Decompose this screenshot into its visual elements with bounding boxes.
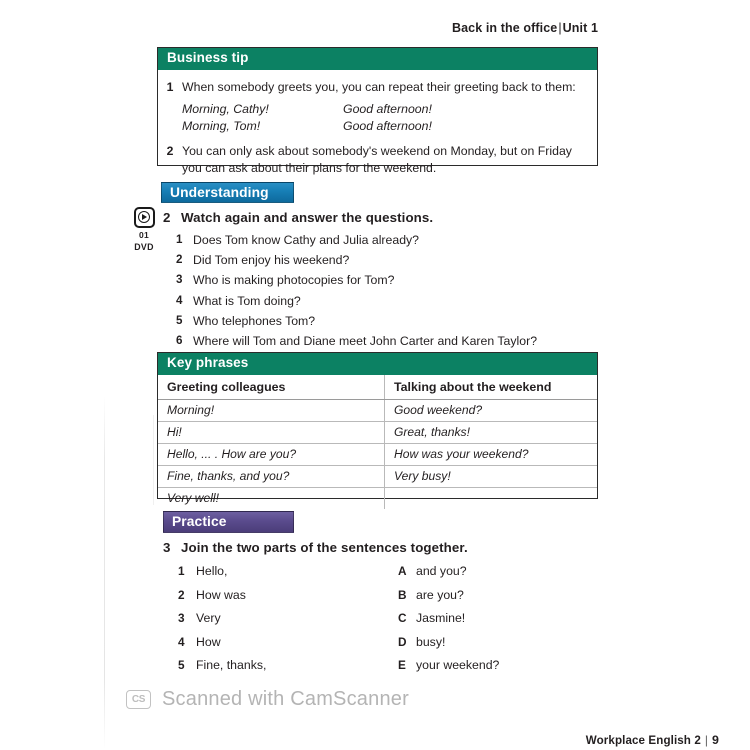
matching-left-text: Very xyxy=(196,611,221,625)
cell-greeting: Very well! xyxy=(158,487,385,509)
section-tab-practice: Practice xyxy=(163,511,294,533)
cell-weekend xyxy=(385,487,598,509)
matching-left-item xyxy=(178,635,398,649)
matching-right-key: E xyxy=(398,658,406,672)
footer-book-title: Workplace English 2 xyxy=(585,734,701,747)
matching-left-item xyxy=(178,658,398,672)
question-item xyxy=(176,294,537,308)
question-item xyxy=(176,314,537,328)
business-tip-box xyxy=(157,47,598,175)
dialogue-line-1-right: Good afternoon! xyxy=(343,102,432,117)
table-row xyxy=(158,399,597,421)
running-head-unit: Unit 1 xyxy=(562,21,598,35)
matching-right-item xyxy=(398,611,465,625)
matching-right-key: B xyxy=(398,587,407,602)
question-item xyxy=(176,334,537,348)
page-footer xyxy=(586,733,719,747)
cell-weekend: Very busy! xyxy=(385,465,598,487)
exercise-2-number: 2 xyxy=(163,210,171,225)
table-header-row xyxy=(158,375,597,400)
table-row xyxy=(158,487,597,509)
matching-left-key: 4 xyxy=(178,634,185,649)
matching-left-key: 5 xyxy=(178,658,185,672)
running-head-separator: | xyxy=(558,21,562,35)
table-row xyxy=(158,443,597,465)
matching-row xyxy=(178,611,518,625)
matching-right-key: A xyxy=(398,564,407,578)
dvd-label: DVD xyxy=(134,242,154,252)
business-tip-dialogue xyxy=(182,101,587,134)
question-list xyxy=(176,233,537,354)
dialogue-line-2-right: Good afternoon! xyxy=(343,118,432,133)
matching-left-text: Hello, xyxy=(196,564,228,578)
question-number: 1 xyxy=(176,233,183,246)
matching-right-text: are you? xyxy=(416,587,464,602)
matching-left-key: 3 xyxy=(178,611,185,625)
question-text: Who is making photocopies for Tom? xyxy=(193,273,395,288)
column-header-weekend: Talking about the weekend xyxy=(385,375,598,400)
key-phrases-header: Key phrases xyxy=(158,353,597,375)
cell-greeting: Morning! xyxy=(158,399,385,421)
camscanner-logo-icon: CS xyxy=(126,690,151,709)
key-phrases-table xyxy=(158,375,597,509)
cell-weekend: Good weekend? xyxy=(385,399,598,421)
question-text: Where will Tom and Diane meet John Carter and Karen Taylor? xyxy=(193,333,538,348)
dvd-track-number: 01 xyxy=(138,230,150,240)
dialogue-line-1-left: Morning, Cathy! xyxy=(182,102,269,117)
matching-left-item xyxy=(178,588,398,602)
matching-right-key: D xyxy=(398,634,407,649)
matching-right-item xyxy=(398,658,499,672)
cell-greeting: Hi! xyxy=(158,421,385,443)
scan-artifact-secondary xyxy=(153,415,154,505)
table-row xyxy=(158,421,597,443)
matching-right-text: and you? xyxy=(416,564,467,578)
section-tab-understanding: Understanding xyxy=(161,182,294,203)
matching-left-item xyxy=(178,611,398,625)
dvd-media-marker xyxy=(126,207,162,252)
business-tip-header: Business tip xyxy=(158,48,597,70)
question-number: 5 xyxy=(176,313,183,327)
matching-right-key: C xyxy=(398,611,407,625)
exercise-3-title: Join the two parts of the sentences together. xyxy=(181,540,468,555)
matching-exercise xyxy=(178,564,518,682)
matching-left-text: How xyxy=(196,634,221,649)
play-triangle-icon xyxy=(142,214,147,220)
matching-left-text: Fine, thanks, xyxy=(196,658,267,672)
column-header-greeting: Greeting colleagues xyxy=(158,375,385,400)
matching-right-item xyxy=(398,635,445,649)
business-tip-item-2 xyxy=(158,143,587,176)
matching-left-text: How was xyxy=(196,587,246,602)
matching-left-item xyxy=(178,564,398,578)
scan-artifact xyxy=(104,395,105,750)
question-item xyxy=(176,253,537,267)
matching-row xyxy=(178,658,518,672)
matching-right-text: Jasmine! xyxy=(416,611,466,625)
business-tip-item-2-number: 2 xyxy=(166,144,174,159)
question-text: Who telephones Tom? xyxy=(193,313,316,328)
matching-left-key: 2 xyxy=(178,587,185,602)
business-tip-item-1-text: When somebody greets you, you can repeat their greeting back to them: xyxy=(182,79,576,94)
dialogue-line-1 xyxy=(182,101,587,118)
dialogue-line-2 xyxy=(182,118,587,135)
table-row xyxy=(158,465,597,487)
exercise-2-heading xyxy=(163,210,433,225)
business-tip-item-2-text: You can only ask about somebody's weekend on Monday, but on Friday you can ask about their plans for the weekend. xyxy=(182,144,572,175)
exercise-2-title: Watch again and answer the questions. xyxy=(181,210,434,225)
cell-weekend: How was your weekend? xyxy=(385,443,598,465)
business-tip-item-1-number: 1 xyxy=(166,79,174,94)
camscanner-watermark xyxy=(126,688,409,711)
running-head-title: Back in the office xyxy=(452,21,558,35)
play-circle-icon xyxy=(134,207,155,228)
cell-greeting: Fine, thanks, and you? xyxy=(158,465,385,487)
matching-row xyxy=(178,564,518,578)
exercise-3-heading xyxy=(163,540,468,555)
matching-row xyxy=(178,588,518,602)
camscanner-watermark-text: Scanned with CamScanner xyxy=(162,688,409,710)
matching-right-item xyxy=(398,564,467,578)
matching-right-item xyxy=(398,588,464,602)
business-tip-body xyxy=(158,70,597,176)
question-number: 3 xyxy=(176,273,183,287)
question-item xyxy=(176,273,537,287)
cell-weekend: Great, thanks! xyxy=(385,421,598,443)
matching-row xyxy=(178,635,518,649)
matching-left-key: 1 xyxy=(178,564,185,578)
matching-right-text: busy! xyxy=(416,634,446,649)
question-text: What is Tom doing? xyxy=(193,293,301,308)
question-text: Does Tom know Cathy and Julia already? xyxy=(193,233,420,247)
running-head xyxy=(452,21,598,35)
dialogue-line-2-left: Morning, Tom! xyxy=(182,118,261,133)
question-number: 4 xyxy=(176,293,183,307)
footer-separator: | xyxy=(704,734,708,747)
cell-greeting: Hello, ... . How are you? xyxy=(158,443,385,465)
business-tip-item-1 xyxy=(158,79,587,135)
exercise-3-number: 3 xyxy=(163,540,171,555)
question-item xyxy=(176,233,537,247)
key-phrases-box xyxy=(157,352,598,506)
matching-right-text: your weekend? xyxy=(416,658,500,672)
question-text: Did Tom enjoy his weekend? xyxy=(193,253,350,268)
footer-page-number: 9 xyxy=(712,733,719,747)
question-number: 2 xyxy=(176,253,183,267)
question-number: 6 xyxy=(176,333,183,347)
